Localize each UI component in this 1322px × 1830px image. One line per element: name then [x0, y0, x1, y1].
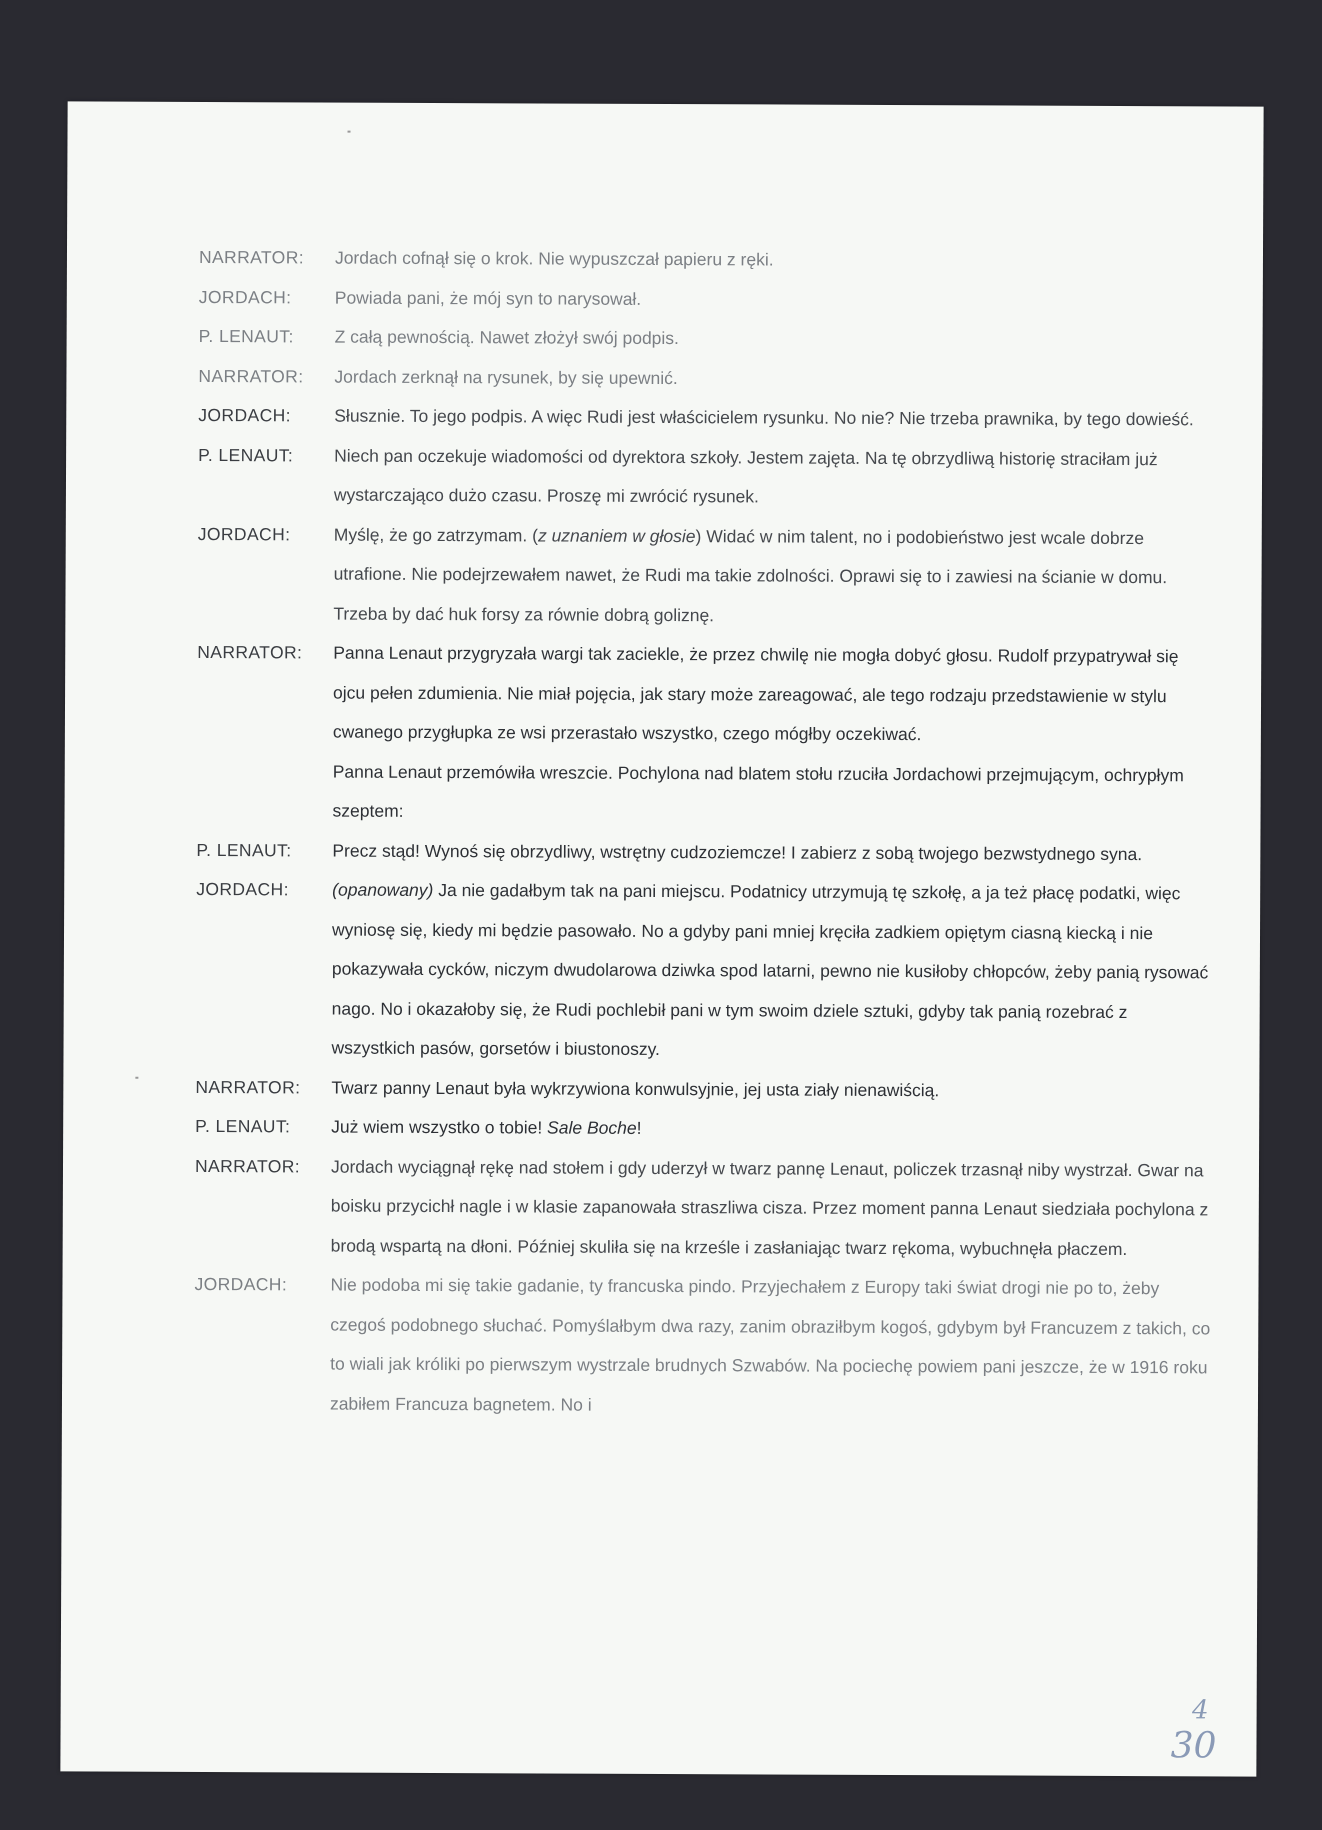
line-text: Myślę, że go zatrzymam. ( — [333, 524, 539, 545]
script-body — [194, 238, 1215, 1427]
paper-speck — [348, 131, 351, 133]
line-text: Już wiem wszystko o tobie! — [331, 1116, 548, 1138]
page-number-handwritten — [1171, 1695, 1217, 1766]
dialogue-entry — [197, 514, 1214, 637]
dialogue-entry — [194, 1265, 1211, 1427]
dialogue-entry — [198, 356, 1214, 400]
speaker-label: NARRATOR: — [197, 641, 303, 663]
speaker-label: NARRATOR: — [195, 1076, 301, 1097]
line-text: ! — [636, 1117, 642, 1138]
dialogue-line: Twarz panny Lenaut była wykrzywiona konwulsyjnie, jej usta ziały nienawiścią. — [331, 1077, 940, 1100]
dialogue-entry — [199, 317, 1215, 361]
dialogue-line: Panna Lenaut przygryzała wargi tak zaciekle, że przez chwilę nie mogła dobyć głosu. Rudolf przypatrywał się ojcu pełen zdumienia. Nie miał pojęcia, jak stary może zareagować, ale tego rodzaju przedstawienie w stylu cwanego przygłupka ze wsi przerastało wszystko, czego mógłby oczekiwać. — [332, 642, 1179, 745]
speaker-label: NARRATOR: — [198, 246, 305, 268]
dialogue-entry — [196, 830, 1212, 874]
handwritten-sheet-number: 4 — [1192, 1695, 1209, 1726]
speaker-label: NARRATOR: — [194, 1155, 301, 1176]
speaker-label — [197, 751, 333, 752]
line-text: Ja nie gadałbym tak na pani miejscu. Podatnicy utrzymują tę szkołę, a ja też płacę podatki, więc wyniosę się, kiedy mi będzie pasowało. No a gdyby pani mniej kręciła zadkiem opiętym ciasną kiecką i nie pokazywała cycków, niczym dwudolarowa dziwka spod latarni, pewno nie kusiłoby chłopców, żeby panią rysować nago. No i okazałoby się, że Rudi pochlebił pani w tym swoim dziele sztuki, gdyby tak panią rozebrać z wszystkich pasów, gorsetów i biustonoszy. — [331, 880, 1209, 1059]
foreign-phrase: Sale Boche — [547, 1117, 637, 1138]
paper-speck — [135, 1077, 138, 1079]
dialogue-line: Słusznie. To jego podpis. A więc Rudi jest właścicielem rysunku. No nie? Nie trzeba prawnika, by tego dowieść. — [334, 405, 1194, 430]
speaker-label: JORDACH: — [198, 404, 291, 426]
dialogue-line: Precz stąd! Wynoś się obrzydliwy, wstrętny cudzoziemcze! I zabierz z sobą twojego bezwstydnego syna. — [332, 840, 1143, 864]
speaker-label: P. LENAUT: — [198, 325, 294, 347]
speaker-label: P. LENAUT: — [196, 839, 292, 860]
dialogue-entry — [197, 633, 1214, 756]
dialogue-entry — [196, 751, 1212, 834]
dialogue-entry — [199, 277, 1215, 321]
speaker-label: NARRATOR: — [198, 365, 304, 386]
dialogue-line: Panna Lenaut przemówiła wreszcie. Pochylona nad blatem stołu rzuciła Jordachowi przejmującym, ochrypłym szeptem: — [332, 761, 1184, 821]
speaker-label: JORDACH: — [196, 878, 289, 900]
dialogue-line: Niech pan oczekuje wiadomości od dyrektora szkoły. Jestem zajęta. Na tę obrzydliwą historię straciłam już wystarczająco dużo czasu. Proszę mi zwrócić rysunek. — [333, 445, 1158, 507]
line-text: ) Widać w nim talent, no i podobieństwo jest wcale dobrze utrafione. Nie podejrzewałem nawet, że Rudi ma takie zdolności. Oprawi się to i zawiesi na ścianie w domu. Trzeba by dać huk forsy za równie dobrą goliznę. — [333, 525, 1168, 625]
speaker-label: JORDACH: — [194, 1273, 288, 1295]
dialogue-line — [331, 871, 1212, 1072]
dialogue-entry — [198, 435, 1214, 518]
dialogue-entry — [195, 1067, 1211, 1111]
speaker-label: JORDACH: — [198, 286, 292, 307]
dialogue-entry — [199, 238, 1215, 282]
dialogue-entry — [195, 1146, 1212, 1269]
dialogue-entry — [195, 1107, 1211, 1151]
paper-sheet — [60, 101, 1263, 1776]
speaker-label: P. LENAUT: — [198, 444, 294, 465]
dialogue-line: Jordach cofnął się o krok. Nie wypuszczał papieru z ręki. — [334, 247, 774, 270]
dialogue-line: Nie podoba mi się takie gadanie, ty francuska pindo. Przyjechałem z Europy taki świat drogi nie po to, żeby czegoś podobnego słuchać. Pomyślałbym dwa razy, zanim obraziłbym kogoś, gdybym był Francuzem z takich, co to wiali jak króliki po pierwszym wystrzale brudnych Szwabów. Na pociechę powiem pani jeszcze, że w 1916 roku zabiłem Francuza bagnetem. No i — [329, 1274, 1211, 1415]
dialogue-entry — [198, 396, 1214, 440]
dialogue-line: Z całą pewnością. Nawet złożył swój podpis. — [334, 326, 679, 349]
speaker-label: JORDACH: — [197, 523, 291, 544]
dialogue-line — [331, 1108, 1211, 1151]
dialogue-line: Jordach zerknął na rysunek, by się upewnić. — [334, 366, 678, 388]
handwritten-page-number: 30 — [1170, 1725, 1217, 1767]
stage-direction: (opanowany) — [332, 879, 434, 901]
dialogue-entry — [195, 870, 1212, 1072]
dialogue-line: Jordach wyciągnął rękę nad stołem i gdy uderzył w twarz pannę Lenaut, policzek trzasnął niby wystrzał. Gwar na boisku przycichł nagle i w klasie zapanowała straszliwa cisza. Przez moment panna Lenaut siedziała pochylona z brodą wspartą na dłoni. Później skuliła się na krześle i zasłaniając twarz rękoma, wybuchnęła płaczem. — [330, 1156, 1209, 1259]
dialogue-line — [333, 515, 1214, 637]
dialogue-line: Powiada pani, że mój syn to narysował. — [334, 287, 642, 309]
speaker-label: P. LENAUT: — [195, 1115, 291, 1137]
stage-direction: z uznaniem w głosie — [537, 524, 696, 546]
